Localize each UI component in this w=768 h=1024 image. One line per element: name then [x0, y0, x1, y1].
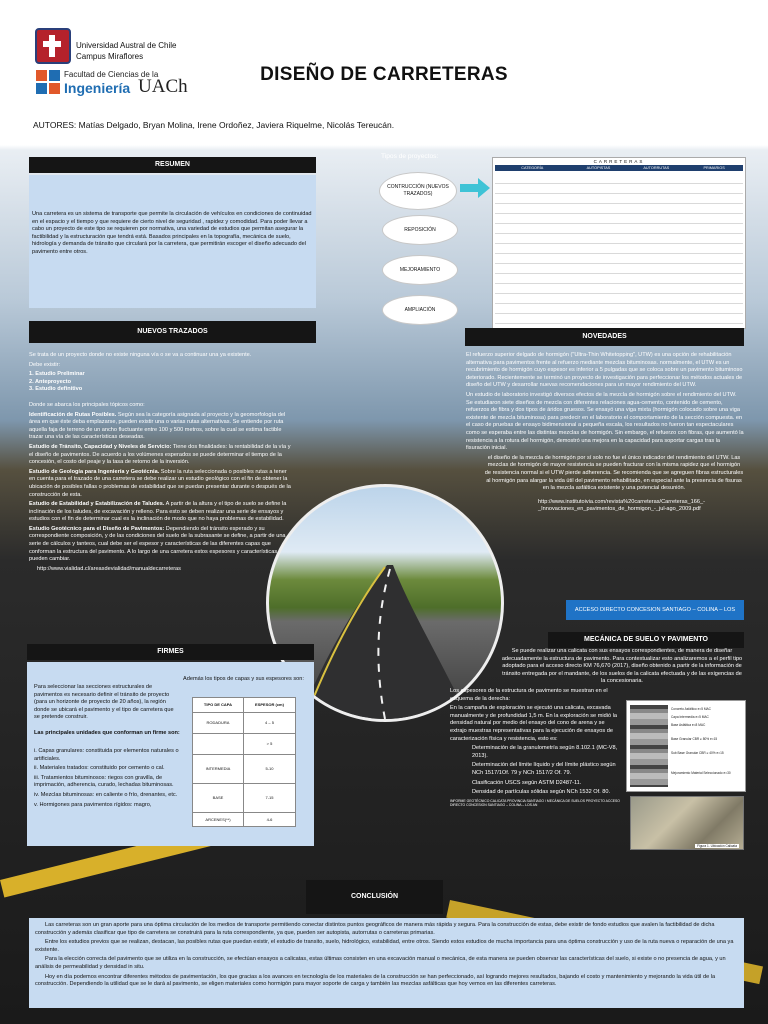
layer-thickness: 4-6	[243, 812, 295, 827]
faculty-line2: Ingeniería	[64, 80, 131, 96]
carreteras-table-title: CARRETERAS	[593, 159, 645, 164]
nuevos-step: 1. Estudio Preliminar	[29, 371, 85, 378]
firmes-units-title: Las principales unidades que conforman un firme son:	[34, 730, 180, 736]
firmes-unit: ii. Materiales tratados: constituido por cemento o cal.	[34, 765, 165, 772]
conclusion-para: Entre los estudios previos que se realizan, destacan, las posibles rutas que puedan existir, el estudio de transito, suelo, hidrológico, estabilidad, entre otros. Siendo estos estudios de mucha importancia para una óptima construcción y uso de la ruta nueva o reparación de una ya existente.	[35, 939, 734, 953]
campus-name: Campus Miraflores	[76, 52, 144, 61]
nuevos-heading: NUEVOS TRAZADOS	[29, 321, 316, 343]
resumen-heading: RESUMEN	[29, 157, 316, 173]
mecanica-caption: INFORME GEOTÉCNICO CALICATA PROVINCIA SANTIAGO / MECÁNICA DE SUELOS PROYECTO ACCESO DIRECTO CONCESION SANTIAGO – COLINA – LOS AN	[450, 798, 620, 808]
tipo-mejoramiento: MEJORAMIENTO	[382, 255, 458, 285]
tipo-reposicion: REPOSICIÓN	[382, 215, 458, 245]
mecanica-test: Determinación de la granulometría según 8.102.1 (MC-V8, 2013).	[472, 745, 618, 759]
layers-header: TIPO DE CAPA	[193, 698, 244, 713]
nuevos-body	[29, 352, 291, 575]
arrow-icon	[460, 178, 490, 203]
acceso-strip: ACCESO DIRECTO CONCESION SANTIAGO – COLINA – LOS	[566, 600, 744, 620]
topic-title: Estudio de Estabilidad y Estabilización de Taludes.	[29, 501, 165, 508]
mecanica-test: Densidad de partículas sólidas según NCh 1532 Of. 80.	[472, 789, 611, 796]
novedades-heading: NOVEDADES	[465, 328, 744, 346]
faculty-line1: Facultad de Ciencias de la	[64, 70, 159, 79]
conclusion-panel	[29, 918, 744, 1008]
firmes-unit: v. Hormigones para pavimentos rígidos: magro,	[34, 801, 152, 808]
pavement-profile-diagram	[626, 700, 746, 792]
layer-name: BASE	[193, 783, 244, 812]
mecanica-heading: MECÁNICA DE SUELO Y PAVIMENTO	[548, 632, 744, 648]
firmes-intro: Para seleccionar las secciones estructurales de pavimentos es necesario definir el tránsito de proyecto (para un horizonte de proyecto de 20 años), la región donde se ubicará el pavimento y el tipo de carretera que se pretende construir.	[34, 684, 174, 721]
topic-title: Estudio Geotécnico para el Diseño de Pavimentos:	[29, 525, 165, 532]
carreteras-table	[492, 157, 746, 329]
layer-thickness: 7-15	[243, 783, 295, 812]
soil-layer-label: Base Asfáltica e=8 MAC	[671, 723, 706, 727]
mecanica-p3: En la campaña de exploración se ejecutó una calicata, excavada manualmente y de profundidad 1,5 m. En la exploración se midió la densidad natural por medio del ensayo del cono de arena y se extrajo muestras representativas para la ejecución de ensayos de caracterización física y resistencia, esto es:	[450, 705, 617, 742]
soil-layer-label: Mejoramiento Material Seleccionado e=30	[671, 771, 731, 775]
novedades-p2: Un estudio de laboratorio investigó diversos efectos de la mezcla de hormigón sobre el rendimiento del UTW. Se estudiaron siete diseños de mezcla con diferentes relaciones agua-cemento, contenido de cemento, refuerzos de fibra y dos tipos de áridos gruesos. Se ensayó una viga mixta (hormigón colocado sobre una viga existente de mezcla bituminosa) para predecir en el laboratorio el comportamiento de la sección compuesta. en el caso de pruebas de ensayo bidimensional a pequeña escala, los resultados no fueron tan espectaculares como se esperaba entre las distintas mezclas de hormigón. Sin embargo, el refuerzo con fibras, que aumentó la resistencia a la rotura del hormigón, demostró una mejora en la capacidad para soportar cargas tras la fisuración inicial.	[466, 391, 744, 452]
layer-name	[193, 733, 244, 754]
carreteras-col: AUTOPISTAS	[586, 166, 611, 170]
nuevos-intro: Se trata de un proyecto donde no existe ninguna vía o se va a continuar una ya existente.	[29, 352, 252, 358]
mecanica-test: Clasificación USCS según ASTM D2487-11.	[472, 779, 582, 786]
mecanica-p2: Los espesores de la estructura de pavimento se muestran en el esquema de la derecha:	[450, 687, 608, 702]
firmes-panel	[27, 662, 314, 846]
layer-thickness: 4 – 5	[243, 712, 295, 733]
topic-text: Dependiendo del tránsito esperado y su correspondiente composición, y de las condiciones del suelo de la subrasante se define, a partir de una serie de cálculos y tanteos, cual debe ser el espesor y características de las diferentes capas que conforman la estructura del pavimento. A lo largo de una carretera estos espesores y características pueden cambiar.	[29, 525, 286, 563]
layer-name: RODADURA	[193, 712, 244, 733]
novedades-p3: el diseño de la mezcla de hormigón por sí solo no fue el único indicador del rendimiento del UTW. Las mezclas de hormigón de mayor resistencia se pueden fracturar con la misma rapidez que el hormigón de resistencia normal si el UTW pierde adherencia. Se recomienda que se agreguen fibras estructurales al hormigón para alargar la vida útil del pavimento rehabilitado, en especial ante la presencia de fisuras en la mezcla asfáltica existente y una potencial desunión.	[484, 454, 744, 492]
conclusion-para: Hoy en día podemos encontrar diferentes métodos de pavimentación, los que gracias a los avances en tecnología de los materiales de la construcción se han perfeccionado, así logrando mejores resultados, bajando el costo y mantenimiento y mejorando la vida útil de la construcción. Dependiendo la utilidad que se le dará al pavimento, se eligen materiales como hormigón para mayor soporte de carga y también las mezclas asfálticas que hoy vemos en las diferentes carreteras.	[35, 973, 716, 988]
firmes-heading: FIRMES	[27, 644, 314, 660]
topic-text: Según sea la categoría asignada al proyecto y la geomorfología del área en que éste deba emplazarse, pueden existir una o varias rutas alternativas. Se entiende por ruta aquella faja de terreno de un ancho fluctuante entre 100 y 500 metros, sobre la cual se estima factible trazar una vía de las características deseadas.	[29, 411, 286, 441]
layer-thickness: 5-10	[243, 754, 295, 783]
mecanica-p1: Se puede realizar una calicata con sus ensayos correspondientes, de manera de diseñar adecuadamente la estructura de pavimento. Para contextualizar esto analizaremos a el perfil tipo adoptado para el acceso directo KM 76,670 (2017), diseño obtenido a partir de la información de tránsito entregada por el mandante, de los suelos de la calicata efectuada y de las exigencias de la concesionaria.	[501, 648, 743, 685]
calicata-location-map	[630, 796, 744, 850]
university-crest-logo	[35, 28, 71, 64]
topic-title: Identificación de Rutas Posibles.	[29, 411, 117, 418]
mecanica-test: Determinación del límite líquido y del límite plástico según NCh 1517/1Of. 79 y NCh 1517/2 Of. 79.	[472, 762, 616, 776]
topic-text: A partir de la altura y el tipo de suelo se define la inclinación de los taludes, de excavación y relleno. Para esto se deben realizar una serie de ensayos y estudios con el fin de determinar cual es la inclinación de modo que no haya problemas de estabilidad.	[29, 501, 287, 523]
tipo-construccion: CONTRUCCIÓN (NUEVOS TRAZADOS)	[379, 172, 457, 210]
novedades-p1: El refuerzo superior delgado de hormigón ("Ultra-Thin Whitetopping", UTW) es una opción de rehabilitación alternativa para pavimentos frente al refuerzo mediante mezclas bituminosas. normalmente, el UTW es un recubrimiento de hormigón cuyo espesor es inferior a 5 pulgadas que se coloca sobre un pavimento bituminoso deteriorado. Recientemente se terminó un proyecto de investigación para perfeccionar los métodos actuales de diseño del UTW y desarrollar nuevas recomendaciones para un mayor rendimiento del UTW.	[466, 352, 743, 389]
firmes-layers-intro: Además los tipos de capas y sus espesores son:	[183, 676, 304, 682]
layers-table	[192, 697, 296, 827]
carreteras-col: PRIMARIOS	[703, 166, 725, 170]
poster-title: DISEÑO DE CARRETERAS	[260, 64, 508, 85]
layer-name: ARCENES(**)	[193, 812, 244, 827]
tipo-ampliacion: AMPLIACIÓN	[382, 295, 458, 325]
ivia-link[interactable]: http://www.institutoivia.com/revista%20carreteras/Carreteras_166_-_Innovaciones_en_pavimentos_de_hormigon_-_jul-ago_2009.pdf	[538, 498, 705, 513]
soil-layer-label: Base Granular CBR ≥ 80% e=15	[671, 737, 718, 741]
layer-name: INTERMEDIA	[193, 754, 244, 783]
nuevos-debe: Debe existir:	[29, 361, 61, 368]
topic-title: Estudio de Tránsito, Capacidad y Niveles de Servicio:	[29, 443, 172, 450]
firmes-unit: i. Capas granulares: constituida por elementos naturales o artificiales.	[34, 748, 179, 762]
nuevos-topics-intro: Donde se abarca los principales tópicos como:	[29, 401, 145, 408]
map-caption: Figura 1. Ubicación Calicata	[697, 844, 737, 848]
soil-layer-label: Capa Intermedia e=5 MAC	[671, 715, 709, 719]
topic-text: Sobre la ruta seleccionada o posibles rutas a tener en cuenta para el trazado de una carretera se debe realizar un estudio geológico con el fin de obtener la ubicación de posibles fallas o problemas de estabilidad que se puedan presentar durante o después de la construcción de esta.	[29, 468, 291, 498]
firmes-unit: iv. Mezclas bituminosas: en caliente o frío, drenantes, etc.	[34, 791, 178, 798]
carreteras-col: AUTORRUTAS	[643, 166, 670, 170]
conclusion-para: Las carreteras son un gran aporte para una óptima circulación de los medios de transporte permitiendo conectar distintos puntos geográficos de manera más rápida y segura. Para la construcción de estas, debe existir de fondo estudios que avalen la factibilidad de dicha construcción y además clasificar que tipo de carretera se construirá para la ruta correspondiente, ya que, pueden ser autopista, autorrutas o carreteras primarias.	[35, 922, 715, 936]
carreteras-col: CATEGORÍA	[521, 166, 544, 170]
tipos-label: Tipos de proyectos:	[381, 153, 439, 160]
authors: AUTORES: Matías Delgado, Bryan Molina, Irene Ordoñez, Javiera Riquelme, Nicolás Tereucán.	[33, 120, 395, 130]
university-info	[76, 40, 177, 62]
layer-thickness: > 5	[243, 733, 295, 754]
vialidad-link[interactable]: http://www.vialidad.cl/areasdevialidad/manualdecarreteras	[37, 565, 181, 572]
resumen-panel	[29, 175, 316, 308]
layers-header: ESPESOR (cm)	[243, 698, 295, 713]
faculty-brand: UACh	[138, 76, 188, 97]
nuevos-step: 3. Estudio definitivo	[29, 386, 83, 393]
firmes-unit: iii. Tratamientos bituminosos: riegos con gravilla, de imprimación, adherencia, curado, lechadas bituminosas.	[34, 774, 174, 789]
soil-layer-label: Sub Base Granular CBR ≥ 40% e=15	[671, 751, 724, 755]
university-name: Universidad Austral de Chile	[76, 41, 177, 50]
novedades-body	[466, 352, 744, 516]
soil-layer-label: Concreto Asfáltico e=5 MAC	[671, 707, 711, 711]
nuevos-step: 2. Anteproyecto	[29, 378, 72, 385]
topic-text: Tiene dos finalidades: la rentabilidad de la vía y el diseño de pavimentos. De acuerdo a los volúmenes esperados se puede determinar el tiempo de la concesión, el costo del peaje y la tasa de retorno de la inversión.	[29, 443, 291, 466]
conclusion-para: Para la elección correcta del pavimento que se utiliza en la construcción, se efectúan ensayos a calicatas, estas últimas consisten en una excavación manual o mecánica, de esta manera se pueden observar las características del suelo, si existe o no presencia de agua, y un análisis de permeabilidad y densidad in situ.	[35, 956, 726, 970]
topic-title: Estudio de Geología para Ingeniería y Geotécnia.	[29, 468, 160, 475]
resumen-body: Una carretera es un sistema de transporte que permite la circulación de vehículos en condiciones de continuidad en el espacio y el tiempo y que requiere de cierto nivel de seguridad , rapidez y comodidad. Para poder llevar a cabo un proyecto de este tipo se requieren por normativa, una variedad de estudios que permitan asegurar la factibilidad y la estructuración que tendrá está. Basados principales en la topografía, mecánica de suelo, hidrología y demanda de tránsito que circulará por la carretera, que permitirán escoger el diseño adecuado del pavimento entre otros.	[32, 211, 312, 255]
conclusion-heading: CONCLUSIÓN	[306, 880, 443, 914]
